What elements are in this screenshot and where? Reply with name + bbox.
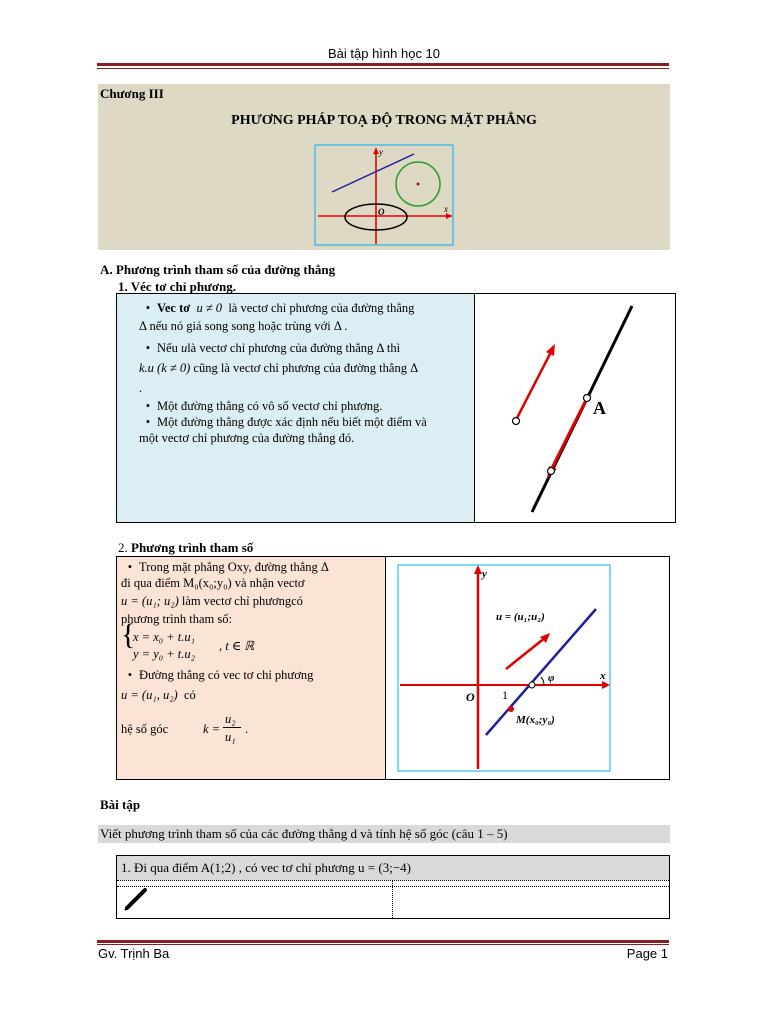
direction-vector-figure	[475, 294, 675, 522]
footer-rule-thin	[97, 944, 669, 945]
param-line-1: Trong mặt phẳng Oxy, đường thẳng Δ	[139, 560, 329, 574]
pen-icon	[123, 886, 151, 912]
direction-vector-text-cell: • Vec tơ u ≠ 0 là vectơ chỉ phương của đường thẳng Δ nếu nó giá song song hoặc trùng với Δ . • Nếu ulà vectơ chỉ phương của đường thẳng Δ thì k.u (k ≠ 0) cũng là vectơ chỉ phương của đường thẳng Δ . • Một đường thẳng có vô số vectơ chỉ phương. • Một đường thẳng được xác định nếu biết một điểm và một vectơ chỉ phương của đường thẳng đó.	[117, 294, 475, 522]
param-line-2: đi qua điểm M₀(x₀;y₀) và nhận vectơ	[121, 576, 305, 590]
running-header: Bài tập hình học 10	[327, 46, 441, 61]
subsection-2-number: 2.	[118, 540, 128, 555]
header-rule-thick	[97, 63, 669, 66]
text-line-7: Một đường thẳng được xác định nếu biết một điểm và	[157, 415, 427, 429]
equation-x: x = x₀ + t.u₁	[133, 630, 196, 644]
footer-page-number: Page 1	[626, 946, 668, 961]
math-u-components: u = (u₁; u₂)	[121, 594, 179, 608]
text-line-6: Một đường thẳng có vô số vectơ chỉ phương.	[157, 399, 383, 413]
def-bold: Vec tơ	[157, 301, 191, 315]
text-line-3: là vectơ chỉ phương của đường thẳng Δ thì	[187, 341, 401, 355]
slope-period: .	[245, 722, 249, 736]
param-line-5: Đường thẳng có vec tơ chỉ phương	[139, 668, 314, 682]
subsection-2-label: Phương trình tham số	[131, 540, 254, 555]
chapter-figure	[314, 144, 456, 248]
header-rule-thin	[97, 68, 669, 69]
exercises-instruction: Viết phương trình tham số của các đường thẳng d và tính hệ số góc (câu 1 – 5)	[98, 825, 670, 843]
param-line-4: phương trình tham số:	[121, 612, 232, 626]
slope-label: hệ số góc	[121, 722, 169, 736]
fig2-y-label: y	[482, 568, 487, 580]
answer-rule-1	[117, 880, 669, 881]
math-ku: k.u (k ≠ 0)	[139, 361, 191, 375]
text-line-8: một vectơ chỉ phương của đường thẳng đó.	[139, 431, 355, 445]
parametric-box	[116, 556, 670, 780]
fig2-u-label: u = (u₁;u₂)	[496, 611, 545, 623]
chapter-label: Chương III	[100, 86, 164, 101]
fig2-x-label: x	[600, 670, 606, 682]
slope-numerator: u₂	[225, 712, 236, 726]
slope-k: k =	[203, 722, 221, 736]
subsection-2-title	[118, 540, 253, 556]
def-line-2: Δ nếu nó giá song song hoặc trùng với Δ .	[139, 319, 348, 333]
fig-origin-label: O	[378, 207, 385, 217]
fig2-phi-label: φ	[548, 672, 555, 684]
direction-vector-box	[116, 293, 676, 523]
text-neu: Nếu	[157, 341, 178, 355]
param-line-6: có	[183, 688, 196, 702]
fig2-origin-label: O	[466, 690, 475, 704]
math-u-components-2: u = (u₁, u₂)	[121, 688, 178, 702]
brace: {	[121, 618, 136, 651]
subsection-1-title: 1. Véc tơ chỉ phương.	[118, 279, 237, 294]
exercise-1-box	[116, 855, 670, 919]
fig-y-label: y	[379, 147, 383, 157]
param-line-3: làm vectơ chỉ phươngcó	[181, 594, 303, 608]
slope-formula	[121, 713, 383, 743]
equation-condition: , t ∈ ℝ	[219, 639, 255, 653]
equation-y: y = y₀ + t.u₂	[133, 647, 196, 661]
answer-rule-2	[117, 886, 669, 887]
fig2-m-label: M(x₀;y₀)	[516, 714, 555, 726]
exercise-1-heading: 1. Đi qua điểm A(1;2) , có vec tơ chỉ phương u = (3;−4)	[117, 856, 669, 880]
text-line-5: .	[139, 381, 143, 395]
chapter-title: PHƯƠNG PHÁP TOẠ ĐỘ TRONG MẶT PHẲNG	[231, 113, 537, 128]
fig2-one-label: 1	[502, 688, 508, 702]
math-u-nonzero: u ≠ 0	[196, 301, 223, 315]
def-text: là vectơ chỉ phương của đường thẳng	[228, 301, 415, 315]
footer-author: Gv. Trịnh Ba	[98, 946, 170, 961]
fig-x-label: x	[444, 204, 448, 214]
point-a-label: A	[593, 398, 606, 418]
parametric-figure	[386, 557, 669, 779]
answer-divider	[392, 880, 393, 918]
fraction-bar	[223, 727, 241, 728]
math-u: u	[180, 341, 188, 355]
parametric-text-cell: • Trong mặt phẳng Oxy, đường thẳng Δ đi qua điểm M₀(x₀;y₀) và nhận vectơ u = (u₁; u₂) làm vectơ chỉ phươngcó phương trình tham số: { x = x₀ + t.u₁ y = y₀ + t.u₂ , t ∈ ℝ • Đường thẳng có vec tơ chỉ phương u = (u₁, u₂) có hệ số góc k = u₂ u₁ .	[117, 557, 386, 779]
slope-denominator: u₁	[225, 730, 236, 744]
footer-rule-thick	[97, 940, 669, 943]
text-line-4: cũng là vectơ chỉ phương của đường thẳng Δ	[193, 361, 419, 375]
exercises-title: Bài tập	[100, 797, 141, 812]
section-a-title: A. Phương trình tham số của đường thẳng	[100, 262, 336, 277]
